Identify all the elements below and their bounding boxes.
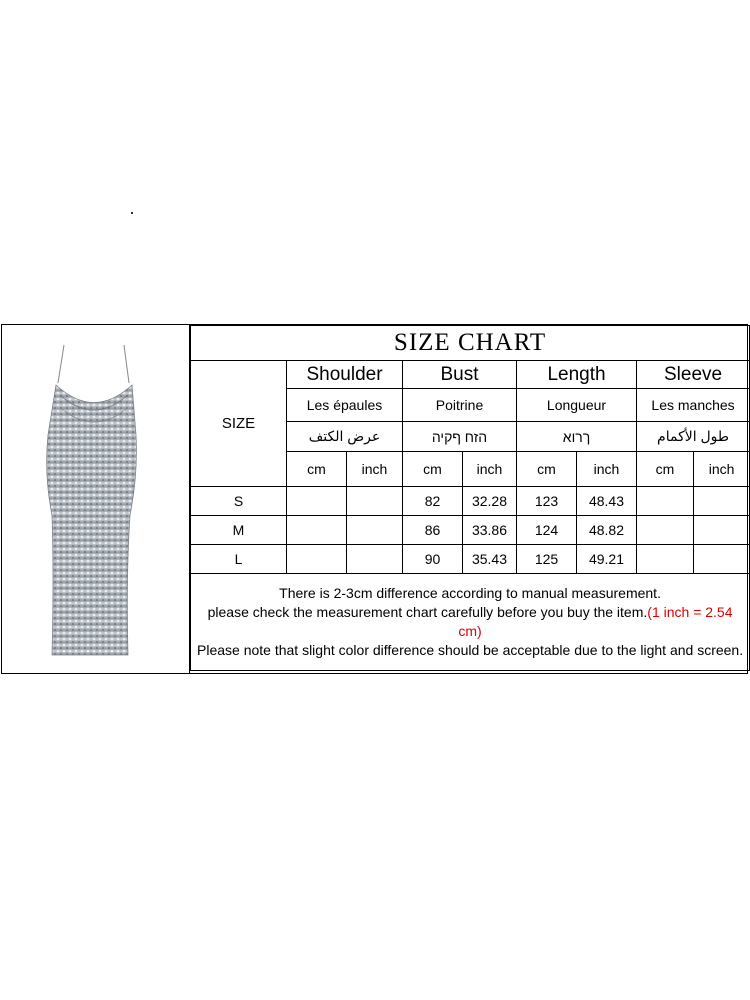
length-cm-cell: 124 [517,516,577,545]
unit-bust-inch: inch [463,452,517,487]
unit-shoulder-inch: inch [347,452,403,487]
bust-inch-cell: 33.86 [463,516,517,545]
size-header: SIZE [191,361,287,487]
product-image [2,325,190,673]
header-length-ar: ךרוא [517,422,637,452]
header-length-fr: Longueur [517,389,637,422]
unit-sleeve-inch: inch [694,452,750,487]
shoulder-cm-cell [287,516,347,545]
length-cm-cell: 123 [517,487,577,516]
unit-shoulder-cm: cm [287,452,347,487]
bust-cm-cell: 86 [403,516,463,545]
bust-cm-cell: 82 [403,487,463,516]
sleeve-cm-cell [637,487,694,516]
shoulder-inch-cell [347,487,403,516]
bust-cm-cell: 90 [403,545,463,574]
sleeve-inch-cell [694,487,750,516]
header-shoulder-ar: عرض الكتف [287,422,403,452]
length-inch-cell: 48.43 [577,487,637,516]
note-line-2: please check the measurement chart carefully before you buy the item. [207,604,648,620]
bust-inch-cell: 32.28 [463,487,517,516]
chart-title: SIZE CHART [191,326,750,361]
unit-length-cm: cm [517,452,577,487]
table-row [191,545,750,574]
note-conversion: (1 inch = 2.54 cm) [458,604,733,639]
row-size: S [191,487,287,516]
header-sleeve-fr: Les manches [637,389,750,422]
header-shoulder: Shoulder [287,361,403,389]
table-row [191,516,750,545]
sleeve-cm-cell [637,545,694,574]
sleeve-inch-cell [694,516,750,545]
note-line-3: Please note that slight color difference should be acceptable due to the light and screen. [197,642,744,658]
shoulder-inch-cell [347,545,403,574]
stray-dot [131,212,133,214]
header-length: Length [517,361,637,389]
length-cm-cell: 125 [517,545,577,574]
header-bust-fr: Poitrine [403,389,517,422]
row-size: L [191,545,287,574]
header-sleeve: Sleeve [637,361,750,389]
sequin-dress-image [2,325,189,673]
header-bust-ar: הזח ףקיה [403,422,517,452]
size-table-area [190,325,747,673]
header-bust: Bust [403,361,517,389]
header-shoulder-fr: Les épaules [287,389,403,422]
note-line-1: There is 2-3cm difference according to manual measurement. [279,585,661,601]
size-table [190,325,750,671]
length-inch-cell: 49.21 [577,545,637,574]
unit-sleeve-cm: cm [637,452,694,487]
measurement-notes [191,574,750,671]
row-size: M [191,516,287,545]
shoulder-inch-cell [347,516,403,545]
sleeve-cm-cell [637,516,694,545]
unit-length-inch: inch [577,452,637,487]
length-inch-cell: 48.82 [577,516,637,545]
shoulder-cm-cell [287,487,347,516]
bust-inch-cell: 35.43 [463,545,517,574]
unit-bust-cm: cm [403,452,463,487]
sleeve-inch-cell [694,545,750,574]
shoulder-cm-cell [287,545,347,574]
table-row [191,487,750,516]
header-sleeve-ar: طول الأكمام [637,422,750,452]
size-chart-frame [1,324,748,674]
